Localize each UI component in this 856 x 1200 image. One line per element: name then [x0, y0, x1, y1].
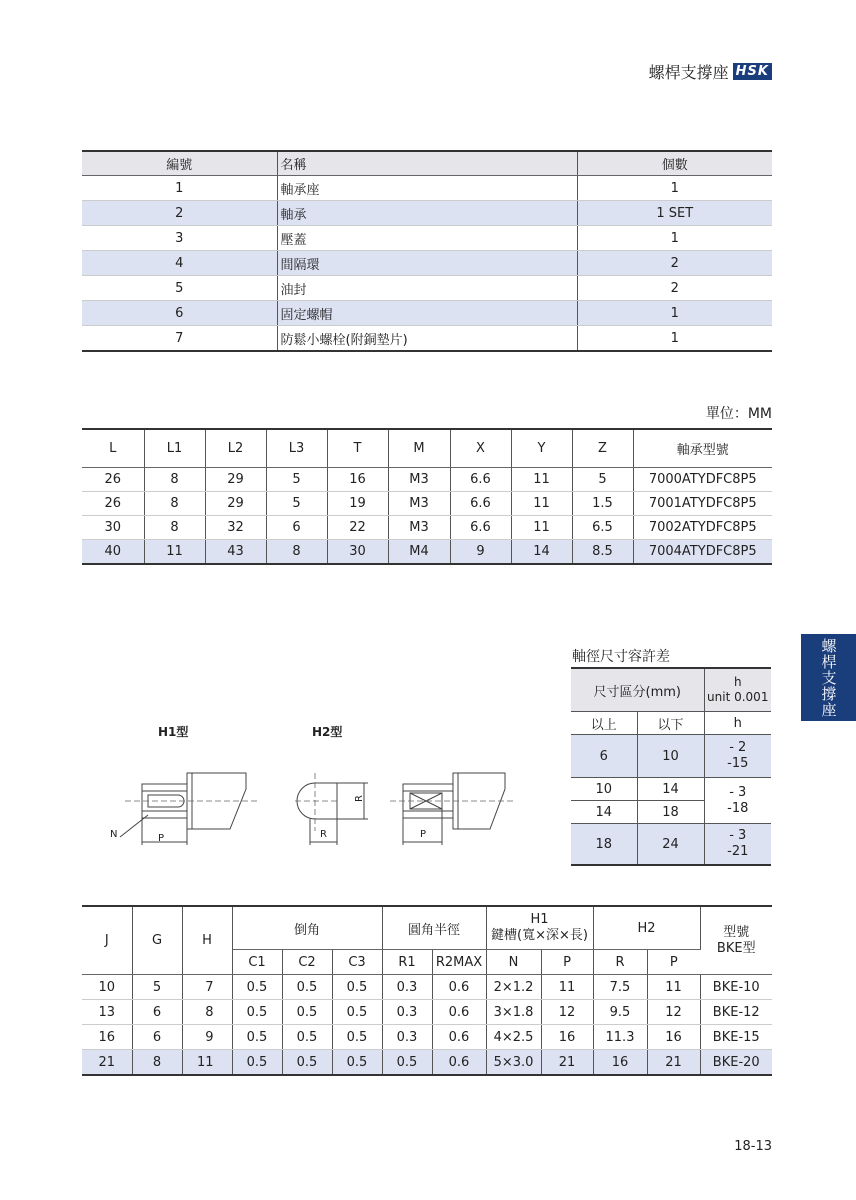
- h-label: h: [733, 675, 742, 689]
- lower-tol: -21: [727, 844, 749, 859]
- cell: 29: [205, 468, 266, 492]
- table-row: [82, 326, 772, 352]
- cell: 2×1.2: [486, 975, 541, 1000]
- cell: 固定螺帽: [277, 301, 577, 326]
- cell: 16: [541, 1025, 593, 1050]
- cell: 3: [82, 226, 277, 251]
- side-tab-label: 螺桿支撐座: [819, 637, 838, 718]
- table-header-row: [571, 668, 771, 712]
- cell: 1 SET: [577, 201, 772, 226]
- upper-tol: - 3: [729, 828, 747, 843]
- col-header: M: [388, 429, 450, 468]
- col-header: C2: [282, 950, 332, 975]
- col-header: 圓角半徑: [382, 906, 486, 950]
- col-header: 軸承型號: [633, 429, 772, 468]
- col-header: R: [593, 950, 647, 975]
- cell: 2: [577, 276, 772, 301]
- h2-type-label: H2型: [312, 725, 343, 739]
- cell: M3: [388, 492, 450, 516]
- cell: 8: [132, 1050, 182, 1076]
- page-header: [649, 60, 772, 83]
- table-row: [82, 251, 772, 276]
- cell: BKE-20: [700, 1050, 772, 1076]
- cell: 7002ATYDFC8P5: [633, 516, 772, 540]
- col-header: 名稱: [277, 151, 577, 176]
- cell: 軸承座: [277, 176, 577, 201]
- cell: 1.5: [572, 492, 633, 516]
- col-header: T: [327, 429, 388, 468]
- cell: 26: [82, 492, 144, 516]
- cell: 6.6: [450, 468, 511, 492]
- cell: 14: [511, 540, 572, 565]
- table-row: [82, 468, 772, 492]
- cell: 7: [82, 326, 277, 352]
- table-row: [82, 1000, 772, 1025]
- cell: 9: [182, 1025, 232, 1050]
- cell: 0.5: [232, 1025, 282, 1050]
- cell: 1: [577, 176, 772, 201]
- cell: 6: [132, 1000, 182, 1025]
- table-row: [82, 1050, 772, 1076]
- cell: 12: [647, 1000, 700, 1025]
- chapter-side-tab[interactable]: [801, 634, 856, 721]
- cell: 8: [144, 516, 205, 540]
- cell: 7: [182, 975, 232, 1000]
- cell: 5: [266, 468, 327, 492]
- cell: [704, 735, 771, 778]
- table-row: [82, 1025, 772, 1050]
- cell: 6.5: [572, 516, 633, 540]
- table-header-row: [82, 429, 772, 468]
- cell: 間隔環: [277, 251, 577, 276]
- col-header: J: [82, 906, 132, 975]
- cell: 18: [571, 824, 637, 866]
- cell: 26: [82, 468, 144, 492]
- keyway-label: 鍵槽(寬×深×長): [491, 928, 588, 943]
- cell: 0.5: [332, 1050, 382, 1076]
- cell: 4: [82, 251, 277, 276]
- cell: 11: [511, 516, 572, 540]
- cell: 7004ATYDFC8P5: [633, 540, 772, 565]
- h2-side-view-drawing: [403, 773, 505, 845]
- table-row: [82, 975, 772, 1000]
- cell: 6.6: [450, 492, 511, 516]
- cell: 0.5: [332, 1000, 382, 1025]
- cell: 30: [82, 516, 144, 540]
- cell: 0.5: [332, 975, 382, 1000]
- cell: 1: [577, 226, 772, 251]
- table-subheader-row: [571, 712, 771, 735]
- cell: 0.5: [232, 975, 282, 1000]
- cell: 11: [144, 540, 205, 565]
- dim-r-label-vertical: R: [353, 795, 365, 802]
- cell: M3: [388, 516, 450, 540]
- table-row: [571, 824, 771, 866]
- col-header: H2: [593, 906, 700, 950]
- dimension-table: [82, 428, 772, 565]
- cell: 7001ATYDFC8P5: [633, 492, 772, 516]
- cell: 0.5: [332, 1025, 382, 1050]
- bke-table: [82, 905, 772, 1076]
- col-header: 尺寸區分(mm): [571, 668, 704, 712]
- col-header: Y: [511, 429, 572, 468]
- cell: 0.5: [282, 1025, 332, 1050]
- col-header: H: [182, 906, 232, 975]
- cell: 10: [82, 975, 132, 1000]
- cell: 1: [577, 326, 772, 352]
- col-header: [704, 668, 771, 712]
- cell: 油封: [277, 276, 577, 301]
- cell: BKE-10: [700, 975, 772, 1000]
- col-header: L2: [205, 429, 266, 468]
- h1-type-label: H1型: [158, 725, 189, 739]
- col-header: 以上: [571, 712, 637, 735]
- cell: 12: [541, 1000, 593, 1025]
- unit-label: unit 0.001: [707, 690, 769, 704]
- col-header: 以下: [637, 712, 704, 735]
- cell: 0.6: [432, 1000, 486, 1025]
- col-header: [486, 906, 593, 950]
- page-number: 18-13: [734, 1139, 772, 1154]
- cell: 10: [637, 735, 704, 778]
- cell: 0.6: [432, 975, 486, 1000]
- cell: 7000ATYDFC8P5: [633, 468, 772, 492]
- cell: 24: [637, 824, 704, 866]
- cell: 16: [327, 468, 388, 492]
- cell: 0.5: [232, 1050, 282, 1076]
- col-header: P: [541, 950, 593, 975]
- cell: 0.3: [382, 975, 432, 1000]
- cell: 8: [182, 1000, 232, 1025]
- tolerance-title: 軸徑尺寸容許差: [572, 649, 670, 665]
- cell: 32: [205, 516, 266, 540]
- cell: 0.5: [282, 1050, 332, 1076]
- cell: 11: [511, 468, 572, 492]
- cell: 21: [647, 1050, 700, 1076]
- cell: 2: [577, 251, 772, 276]
- cell: 6.6: [450, 516, 511, 540]
- cell: 29: [205, 492, 266, 516]
- col-header: 編號: [82, 151, 277, 176]
- cell: [704, 778, 771, 824]
- col-header: [700, 906, 772, 975]
- cell: 8: [144, 492, 205, 516]
- table-header-row: [82, 151, 772, 176]
- cell: 11: [647, 975, 700, 1000]
- col-header: C1: [232, 950, 282, 975]
- cell: 8: [144, 468, 205, 492]
- col-header: 個數: [577, 151, 772, 176]
- cell: 5: [572, 468, 633, 492]
- cell: 19: [327, 492, 388, 516]
- upper-tol: - 3: [729, 784, 747, 800]
- dim-r-label: R: [320, 829, 327, 840]
- cell: 0.5: [282, 975, 332, 1000]
- cell: 0.5: [232, 1000, 282, 1025]
- cell: 6: [132, 1025, 182, 1050]
- col-header: Z: [572, 429, 633, 468]
- tolerance-table: [571, 667, 771, 866]
- table-row: [82, 492, 772, 516]
- table-row: [82, 301, 772, 326]
- cell: BKE-15: [700, 1025, 772, 1050]
- cell: 11: [541, 975, 593, 1000]
- cell: 9.5: [593, 1000, 647, 1025]
- col-header: N: [486, 950, 541, 975]
- cell: 10: [571, 778, 637, 801]
- parts-table: [82, 150, 772, 352]
- upper-tol: - 2: [729, 740, 747, 755]
- cell: 40: [82, 540, 144, 565]
- cell: 30: [327, 540, 388, 565]
- cell: 11.3: [593, 1025, 647, 1050]
- cell: M3: [388, 468, 450, 492]
- cell: 3×1.8: [486, 1000, 541, 1025]
- table-row: [82, 201, 772, 226]
- cell: 16: [647, 1025, 700, 1050]
- h2-end-view-drawing: [297, 783, 368, 845]
- cell: 18: [637, 801, 704, 824]
- h1-label: H1: [530, 912, 549, 927]
- cell: 22: [327, 516, 388, 540]
- cell: 壓蓋: [277, 226, 577, 251]
- header-title: 螺桿支撐座: [648, 63, 729, 82]
- cell: 防鬆小螺栓(附銅墊片): [277, 326, 577, 352]
- model-label: 型號: [723, 924, 750, 940]
- table-row: [571, 735, 771, 778]
- col-header: C3: [332, 950, 382, 975]
- cell: 1: [577, 301, 772, 326]
- col-header: G: [132, 906, 182, 975]
- cell: 0.5: [282, 1000, 332, 1025]
- cell: 13: [82, 1000, 132, 1025]
- cell: 11: [511, 492, 572, 516]
- h1-shaft-drawing: [120, 773, 246, 845]
- cell: 0.3: [382, 1000, 432, 1025]
- cell: 軸承: [277, 201, 577, 226]
- cell: 14: [571, 801, 637, 824]
- cell: 5: [266, 492, 327, 516]
- col-header: R2MAX: [432, 950, 486, 975]
- col-header: 倒角: [232, 906, 382, 950]
- cell: 4×2.5: [486, 1025, 541, 1050]
- col-header: R1: [382, 950, 432, 975]
- cell: 0.5: [382, 1050, 432, 1076]
- cell: 16: [593, 1050, 647, 1076]
- col-header: L1: [144, 429, 205, 468]
- col-header: L3: [266, 429, 327, 468]
- cell: 21: [541, 1050, 593, 1076]
- cell: 8: [266, 540, 327, 565]
- table-row: [82, 540, 772, 565]
- cell: 2: [82, 201, 277, 226]
- cell: 21: [82, 1050, 132, 1076]
- lower-tol: -18: [727, 800, 749, 816]
- col-header: L: [82, 429, 144, 468]
- dim-n-label: N: [110, 829, 118, 840]
- col-header: X: [450, 429, 511, 468]
- lower-tol: -15: [727, 756, 749, 771]
- cell: 5: [132, 975, 182, 1000]
- table-row: [82, 176, 772, 201]
- col-header: P: [647, 950, 700, 975]
- cell: 16: [82, 1025, 132, 1050]
- cell: 5: [82, 276, 277, 301]
- brand-logo: HSK: [733, 63, 772, 80]
- cell: 6: [266, 516, 327, 540]
- table-header-row: [82, 906, 772, 950]
- cell: 5×3.0: [486, 1050, 541, 1076]
- cell: 11: [182, 1050, 232, 1076]
- table-row: [82, 226, 772, 251]
- cell: 6: [82, 301, 277, 326]
- cell: 0.6: [432, 1025, 486, 1050]
- unit-label: 單位：MM: [705, 406, 772, 422]
- table-row: [82, 516, 772, 540]
- cell: 6: [571, 735, 637, 778]
- bke-type-label: BKE型: [716, 940, 756, 956]
- cell: 43: [205, 540, 266, 565]
- cell: [704, 824, 771, 866]
- cell: 9: [450, 540, 511, 565]
- cell: 0.3: [382, 1025, 432, 1050]
- cell: 1: [82, 176, 277, 201]
- cell: 7.5: [593, 975, 647, 1000]
- cell: M4: [388, 540, 450, 565]
- table-row: [82, 276, 772, 301]
- col-header: h: [704, 712, 771, 735]
- cell: 14: [637, 778, 704, 801]
- dim-p-label-h1: P: [158, 833, 165, 844]
- table-row: [571, 778, 771, 801]
- cell: 8.5: [572, 540, 633, 565]
- cell: 0.6: [432, 1050, 486, 1076]
- dim-p-label-h2: P: [420, 829, 427, 840]
- cell: BKE-12: [700, 1000, 772, 1025]
